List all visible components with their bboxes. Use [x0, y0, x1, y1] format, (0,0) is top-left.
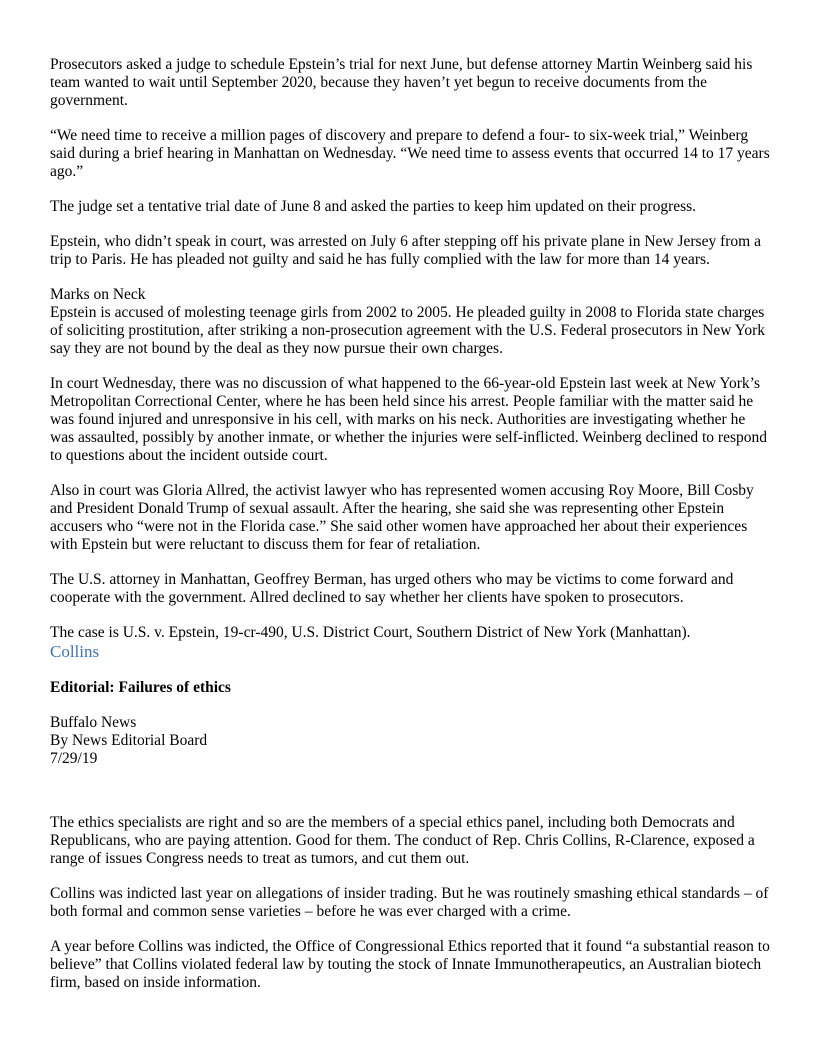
article-paragraph: “We need time to receive a million pages of discovery and prepare to defend a four- to six-week trial,” Weinberg said during a brief hearing in Manhattan on Wednesday. “We need time to assess events that occurred 14 to 17 years ago.”	[50, 127, 770, 180]
publication-source: Buffalo News	[50, 714, 137, 731]
byline-block	[50, 714, 770, 768]
article-paragraph: Prosecutors asked a judge to schedule Epstein’s trial for next June, but defense attorney Martin Weinberg said his team wanted to wait until September 2020, because they haven’t yet begun to receive documents from the government.	[50, 56, 753, 109]
publication-date: 7/29/19	[50, 750, 98, 767]
collins-link[interactable]: Collins	[50, 642, 100, 661]
editorial-paragraph: Collins was indicted last year on allegations of insider trading. But he was routinely smashing ethical standards – of both formal and common sense varieties – before he was ever charged with a crime.	[50, 885, 769, 920]
article-paragraph: The U.S. attorney in Manhattan, Geoffrey Berman, has urged others who may be victims to come forward and cooperate with the government. Allred declined to say whether her clients have spoken to prosecutors.	[50, 571, 734, 606]
author-byline: By News Editorial Board	[50, 732, 208, 749]
article-paragraph: In court Wednesday, there was no discussion of what happened to the 66-year-old Epstein last week at New York’s Metropolitan Correctional Center, where he has been held since his arrest. People familiar with the matter said he was found injured and unresponsive in his cell, with marks on his neck. Authorities are investigating whether he was assaulted, possibly by another inmate, or whether the injuries were self-inflicted. Weinberg declined to respond to questions about the incident outside court.	[50, 375, 768, 464]
article-paragraph: The judge set a tentative trial date of June 8 and asked the parties to keep him updated on their progress.	[50, 198, 697, 215]
editorial-paragraph: The ethics specialists are right and so are the members of a special ethics panel, including both Democrats and Republicans, who are paying attention. Good for them. The conduct of Rep. Chris Collins, R-Clarence, exposed a range of issues Congress needs to treat as tumors, and cut them out.	[50, 814, 755, 867]
article-paragraph: Also in court was Gloria Allred, the activist lawyer who has represented women accusing Roy Moore, Bill Cosby and President Donald Trump of sexual assault. After the hearing, she said she was representing other Epstein accusers who “were not in the Florida case.” She said other women have approached her about their experiences with Epstein but were reluctant to discuss them for fear of retaliation.	[50, 482, 754, 553]
editorial-title: Editorial: Failures of ethics	[50, 679, 231, 696]
article-paragraph: Epstein is accused of molesting teenage girls from 2002 to 2005. He pleaded guilty in 2008 to Florida state charges of soliciting prostitution, after striking a non-prosecution agreement with the U.S. Federal prosecutors in New York say they are not bound by the deal as they now pursue their own charges.	[50, 304, 766, 357]
section-subhead: Marks on Neck	[50, 286, 146, 303]
editorial-paragraph: A year before Collins was indicted, the Office of Congressional Ethics reported that it found “a substantial reason to believe” that Collins violated federal law by touting the stock of Innate Immunotherapeutics, an Australian biotech firm, based on inside information.	[50, 938, 770, 991]
case-citation: The case is U.S. v. Epstein, 19-cr-490, U.S. District Court, Southern District of New York (Manhattan).	[50, 624, 691, 641]
article-paragraph: Epstein, who didn’t speak in court, was arrested on July 6 after stepping off his private plane in New Jersey from a trip to Paris. He has pleaded not guilty and said he has fully complied with the law for more than 14 years.	[50, 233, 761, 268]
document-page	[50, 56, 770, 1009]
